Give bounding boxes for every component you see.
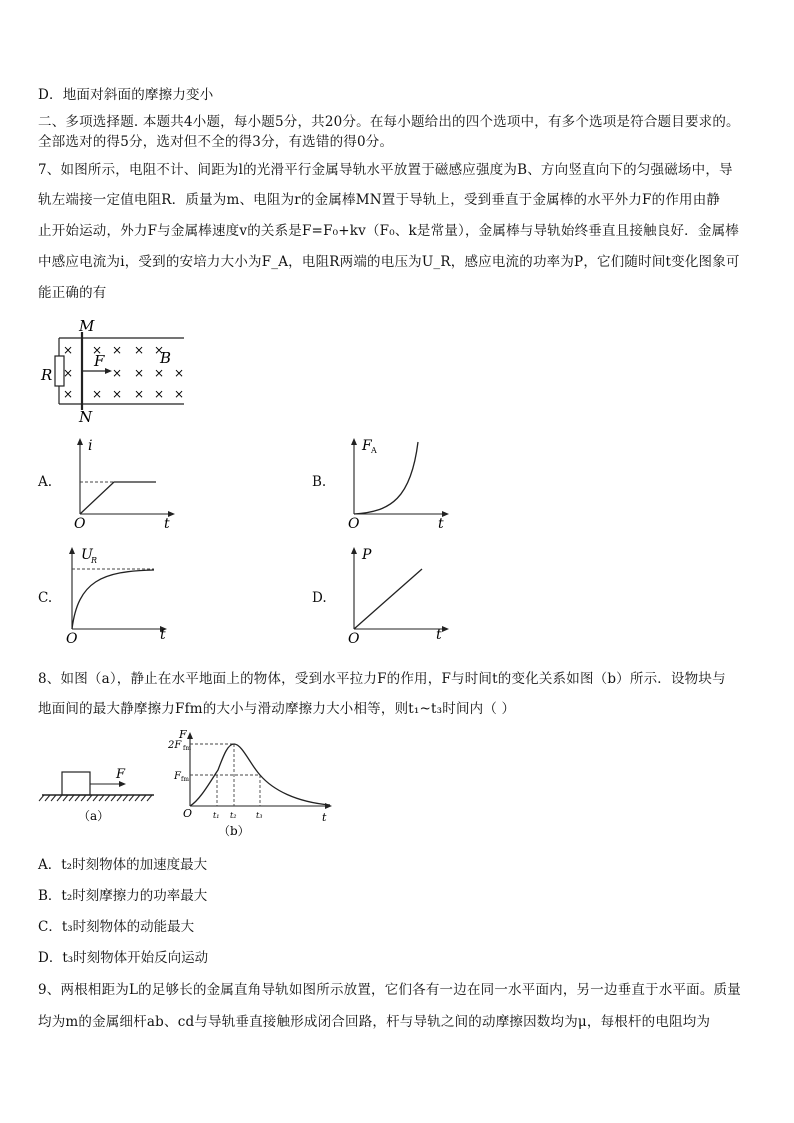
- q8-stem-line1: 8、如图（a），静止在水平地面上的物体，受到水平拉力F的作用，F与时间t的变化关系如图（b）所示．设物块与: [38, 671, 726, 687]
- axis-label-t: t: [164, 516, 170, 532]
- hatch-line: [45, 795, 50, 801]
- axis-label-ur: U: [81, 547, 93, 563]
- q9-stem-line1: 9、两根相距为L的足够长的金属直角导轨如图所示放置，它们各有一边在同一水平面内，另一边垂直于水平面。质量: [38, 982, 741, 998]
- origin-label: O: [348, 516, 360, 532]
- q8-figure-a: [38, 764, 163, 824]
- caption-b: （b）: [218, 824, 250, 838]
- q7-stem-line1: 7、如图所示，电阻不计、间距为l的光滑平行金属导轨水平放置于磁感应强度为B、方向竖直向下的匀强磁场中，导: [38, 162, 733, 178]
- field-cross: ×: [154, 366, 165, 380]
- field-cross: ×: [134, 343, 145, 357]
- q9-stem-line2: 均为m的金属细杆ab、cd与导轨垂直接触形成闭合回路，杆与导轨之间的动摩擦因数均为μ，每根杆的电阻均为: [38, 1014, 711, 1030]
- hatch-line: [81, 795, 86, 801]
- q7-option-a-letter: A.: [38, 474, 53, 490]
- q7-graph-a: [72, 436, 182, 531]
- q7-option-b-letter: B.: [312, 474, 327, 490]
- q7-option-c-letter: C.: [38, 590, 53, 606]
- tick-2ffm: 2F: [168, 740, 182, 751]
- field-cross: ×: [92, 343, 103, 357]
- hatch-line: [117, 795, 122, 801]
- field-cross: ×: [112, 366, 123, 380]
- hatch-line: [39, 795, 44, 801]
- q8-figure-b: [168, 730, 338, 840]
- field-cross: ×: [174, 366, 185, 380]
- hatch-line: [63, 795, 68, 801]
- hatch-line: [135, 795, 140, 801]
- tick-2ffm-sub: fm: [183, 745, 191, 752]
- hatch-line: [129, 795, 134, 801]
- label-b: B: [160, 349, 172, 367]
- field-cross: ×: [63, 387, 74, 401]
- q8-option-a: A．t₂时刻物体的加速度最大: [38, 857, 208, 873]
- origin-label: O: [348, 631, 360, 647]
- field-cross: ×: [63, 343, 74, 357]
- hatch-line: [99, 795, 104, 801]
- section2-line2: 全部选对的得5分，选对但不全的得3分，有选错的得0分。: [38, 134, 394, 150]
- ground-hatching: [39, 795, 152, 801]
- q7-graph-c: [64, 545, 174, 645]
- hatch-line: [111, 795, 116, 801]
- q8-option-c: C．t₃时刻物体的动能最大: [38, 919, 195, 935]
- q7-stem-line2: 轨左端接一定值电阻R．质量为m、电阻为r的金属棒MN置于导轨上，受到垂直于金属棒的水平外力F的作用由静: [38, 192, 721, 208]
- hatch-line: [75, 795, 80, 801]
- label-f: F: [116, 767, 126, 782]
- axis-label-t: t: [322, 811, 327, 824]
- q7-circuit-figure: [36, 318, 196, 428]
- origin-label: O: [183, 807, 193, 820]
- hatch-line: [51, 795, 56, 801]
- caption-a: （a）: [78, 809, 110, 823]
- hatch-line: [147, 795, 152, 801]
- hatch-line: [105, 795, 110, 801]
- q8-option-d: D．t₃时刻物体开始反向运动: [38, 950, 209, 966]
- field-cross: ×: [63, 366, 74, 380]
- field-cross: ×: [174, 387, 185, 401]
- field-cross: ×: [134, 366, 145, 380]
- label-f: F: [94, 352, 105, 370]
- tick-t3: t₃: [256, 811, 263, 820]
- q7-option-d-letter: D.: [312, 590, 327, 606]
- field-cross: ×: [154, 343, 165, 357]
- hatch-line: [87, 795, 92, 801]
- tick-t2: t₂: [230, 811, 237, 820]
- hatch-line: [57, 795, 62, 801]
- tick-ffm: F: [174, 771, 181, 782]
- label-m: M: [79, 317, 95, 335]
- axis-label-fa: F: [362, 438, 372, 454]
- field-cross: ×: [134, 387, 145, 401]
- axis-label-t: t: [438, 516, 444, 532]
- hatch-line: [93, 795, 98, 801]
- field-cross: ×: [112, 387, 123, 401]
- field-cross: ×: [112, 343, 123, 357]
- field-cross: ×: [154, 387, 165, 401]
- axis-label-p: P: [362, 547, 372, 563]
- q7-graph-d: [346, 545, 456, 645]
- hatch-line: [141, 795, 146, 801]
- axis-label-i: i: [88, 438, 93, 454]
- field-cross: ×: [92, 387, 103, 401]
- q6-option-d: D．地面对斜面的摩擦力变小: [38, 87, 214, 103]
- hatch-line: [69, 795, 74, 801]
- q7-stem-line3: 止开始运动，外力F与金属棒速度v的关系是F=F₀+kv（F₀、k是常量），金属棒与导轨始终垂直且接触良好．金属棒: [38, 223, 739, 239]
- label-n: N: [79, 408, 93, 426]
- origin-label: O: [74, 516, 86, 532]
- origin-label: O: [66, 631, 78, 647]
- tick-ffm-sub: fm: [181, 776, 189, 783]
- q7-stem-line5: 能正确的有: [38, 285, 107, 301]
- axis-label-f: F: [179, 728, 187, 741]
- axis-label-t: t: [160, 627, 166, 643]
- axis-label-fa-sub: A: [371, 446, 377, 455]
- q7-graph-b: [346, 436, 456, 531]
- axis-label-t: t: [436, 627, 442, 643]
- axis-label-ur-sub: R: [91, 556, 98, 565]
- hatch-line: [123, 795, 128, 801]
- q7-stem-line4: 中感应电流为i，受到的安培力大小为F_A，电阻R两端的电压为U_R，感应电流的功率为P，它们随时间t变化图象可: [38, 254, 740, 270]
- tick-t1: t₁: [213, 811, 220, 820]
- label-r: R: [41, 366, 53, 384]
- q8-stem-line2: 地面间的最大静摩擦力Ffm的大小与滑动摩擦力大小相等，则t₁~t₃时间内（ ）: [38, 701, 516, 717]
- q8-option-b: B．t₂时刻摩擦力的功率最大: [38, 888, 208, 904]
- section2-line1: 二、多项选择题. 本题共4小题，每小题5分，共20分。在每小题给出的四个选项中，有多个选项是符合题目要求的。: [38, 114, 740, 130]
